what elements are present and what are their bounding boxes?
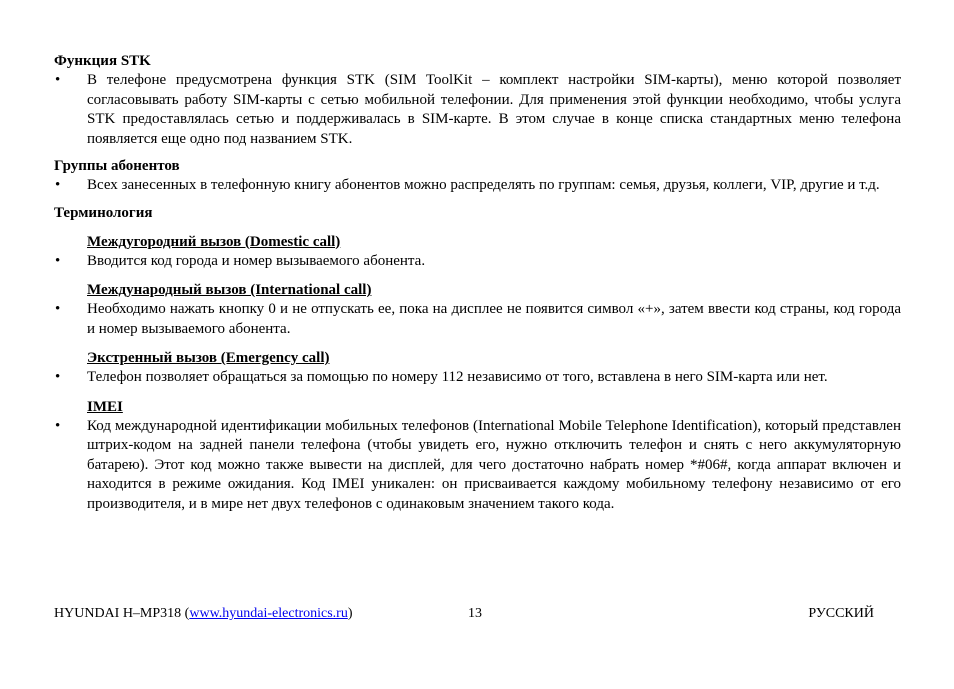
list-item (54, 71, 901, 149)
term-title-imei: IMEI (87, 398, 123, 415)
section-title-stk: Функция STK (54, 53, 151, 69)
list-item (54, 300, 901, 339)
list-item (54, 252, 901, 272)
footer-model (54, 605, 353, 623)
bullet: • (55, 72, 61, 88)
term-title-domestic: Междугородний вызов (Domestic call) (87, 233, 341, 250)
term-text-imei: Код международной идентификации мобильных телефонов (International Mobile Telephone Identification), который представлен штрих-кодом на задней панели телефона (чтобы увидеть его, нужно отключить телефон и снять с него аккумуляторную батарею). Этот код можно также вывести на дисплей, для чего достаточно набрать номер *#06#, когда аппарат включен и находится в режиме ожидания. Код IMEI уникален: он присваивается каждому мобильному телефону независимо от его производителя, и в мире нет двух телефонов с одинаковым значением такого кода. (87, 417, 901, 512)
list-item (54, 368, 901, 388)
paragraph-stk: В телефоне предусмотрена функция STK (SIM ToolKit – комплект настройки SIM-карты), меню которой позволяет согласовывать работу SIM-карты с сетью мобильной телефонии. Для применения этой функции необходимо, чтобы услуга STK предоставлялась сетью и поддерживалась в SIM-карте. В этом случае в конце списка стандартных меню телефона появляется еще одно под названием STK. (87, 72, 901, 147)
footer-model-close: ) (347, 606, 353, 621)
footer-model-text: HYUNDAI H–MP318 ( (54, 606, 190, 621)
list-item (54, 176, 901, 196)
website-link[interactable]: www.hyundai-electronics.ru (189, 606, 348, 621)
section-title-groups: Группы абонентов (54, 158, 180, 174)
term-text-international: Необходимо нажать кнопку 0 и не отпускать ее, пока на дисплее не появится символ «+», затем ввести код страны, код города и номер вызываемого абонента. (87, 301, 901, 337)
term-title-emergency: Экстренный вызов (Emergency call) (87, 350, 330, 366)
bullet: • (55, 369, 61, 385)
page-number: 13 (468, 606, 482, 621)
term-text-domestic: Вводится код города и номер вызываемого абонента. (87, 252, 426, 269)
list-item (54, 417, 901, 515)
term-text-emergency: Телефон позволяет обращаться за помощью по номеру 112 независимо от того, вставлена в него SIM-карта или нет. (87, 369, 828, 385)
bullet: • (55, 301, 61, 317)
bullet: • (55, 417, 61, 434)
section-title-terminology: Терминология (54, 204, 153, 221)
term-title-international: Международный вызов (International call) (87, 282, 372, 298)
bullet: • (55, 252, 61, 269)
bullet: • (55, 177, 61, 193)
paragraph-groups: Всех занесенных в телефонную книгу абонентов можно распределять по группам: семья, друзья, коллеги, VIP, другие и т.д. (87, 177, 880, 193)
document-page (54, 52, 901, 514)
footer-language: РУССКИЙ (808, 606, 874, 621)
